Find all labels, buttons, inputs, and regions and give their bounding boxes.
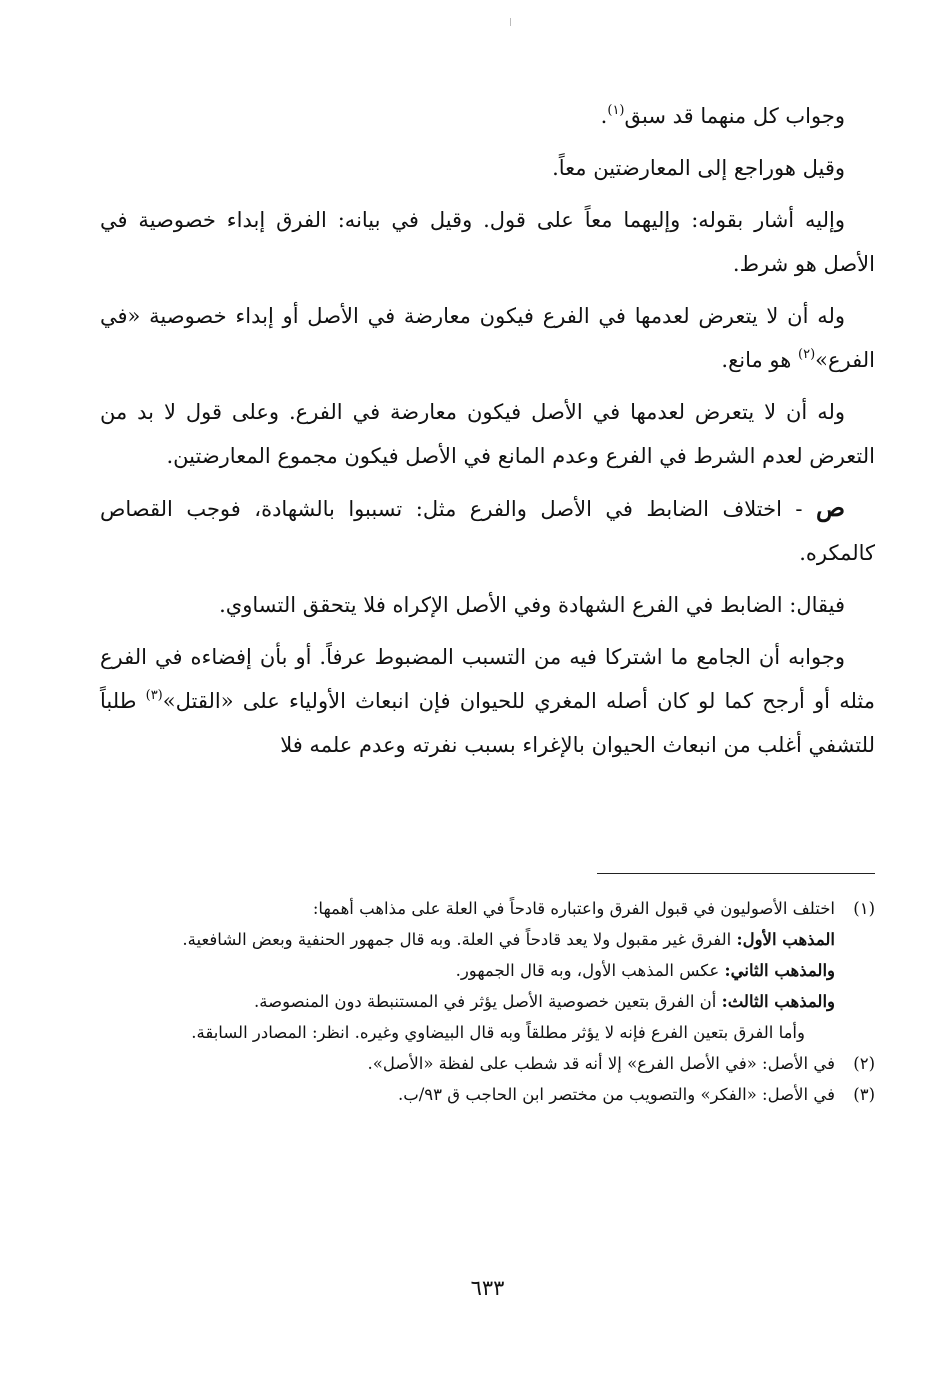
paragraph-1-end: . <box>600 104 608 128</box>
madhhab-2-label: والمذهب الثاني: <box>724 961 835 980</box>
paragraph-6 <box>100 486 875 575</box>
section-marker-sad: ص <box>815 493 845 522</box>
madhhab-3-label: والمذهب الثالث: <box>721 992 835 1011</box>
footnote-separator <box>597 873 875 874</box>
footnote-1-body <box>100 925 835 1047</box>
footnote-ref-2[interactable]: (٢) <box>798 347 816 362</box>
paragraph-8 <box>100 635 875 767</box>
footnote-3-number: (٣) <box>853 1085 875 1104</box>
paragraph-4-end: هو مانع. <box>721 348 799 372</box>
footnote-1-madhhab-2 <box>100 956 835 985</box>
paragraph-2: وقيل هوراجع إلى المعارضتين معاً. <box>552 156 845 180</box>
footnote-1-tail: وأما الفرق بتعين الفرع فإنه لا يؤثر مطلقاً وبه قال البيضاوي وغيره. انظر: المصادر السابقة. <box>191 1023 805 1042</box>
footnotes <box>100 894 875 1111</box>
madhhab-3-text: أن الفرق بتعين خصوصية الأصل يؤثر في المستنبطة دون المنصوصة. <box>254 992 722 1011</box>
paragraph-8-text: وجوابه أن الجامع ما اشتركا فيه من التسبب المضبوط عرفاً. أو بأن إفضاءه في الفرع مثله أو أرجح كما لو كان أصله المغري للحيوان فإن انبعاث الأولياء على «القتل» <box>100 645 875 713</box>
paragraph-7: فيقال: الضابط في الفرع الشهادة وفي الأصل الإكراه فلا يتحقق التساوي. <box>219 593 845 617</box>
paragraph-1-text: وجواب كل منهما قد سبق <box>624 104 845 128</box>
paragraph-4 <box>100 294 875 382</box>
footnote-1-madhhab-3 <box>100 987 835 1016</box>
page-number: ٦٣٣ <box>470 1276 505 1300</box>
paragraph-5: وله أن لا يتعرض لعدمها في الأصل فيكون معارضة في الفرع. وعلى قول لا بد من التعرض لعدم الشرط في الفرع وعدم المانع في الأصل فيكون مجموع المعارضتين. <box>100 400 875 468</box>
footnote-ref-3[interactable]: (٣) <box>145 688 163 703</box>
footnote-3-text: في الأصل: «الفكر» والتصويب من مختصر ابن الحاجب ق ٩٣/ب. <box>397 1085 835 1104</box>
footnote-ref-1[interactable]: (١) <box>607 103 625 118</box>
main-text <box>100 94 875 775</box>
footnote-2-number: (٢) <box>853 1054 875 1073</box>
paragraph-4-text: وله أن لا يتعرض لعدمها في الفرع فيكون معارضة في الأصل أو إبداء خصوصية «في الفرع» <box>100 304 875 372</box>
footnote-1 <box>100 894 875 923</box>
footnote-1-intro: اختلف الأصوليون في قبول الفرق واعتباره قادحاً في العلة على مذاهب أهمها: <box>312 899 835 918</box>
paragraph-6-text: - اختلاف الضابط في الأصل والفرع مثل: تسببوا بالشهادة، فوجب القصاص كالمكره. <box>100 497 875 565</box>
paragraph-3: وإليه أشار بقوله: وإليهما معاً على قول. وقيل في بيانه: الفرق إبداء خصوصية في الأصل هو شرط. <box>100 208 875 276</box>
footnote-2 <box>100 1049 875 1078</box>
madhhab-1-label: المذهب الأول: <box>736 930 835 949</box>
paragraph-1 <box>100 94 875 138</box>
paragraph-8-end: طلباً للتشفي أغلب من انبعاث الحيوان بالإغراء بسبب نفرته وعدم علمه فلا <box>100 689 875 757</box>
footnote-2-text: في الأصل: «في الأصل الفرع» إلا أنه قد شطب على لفظة «الأصل». <box>367 1054 835 1073</box>
footnote-1-number: (١) <box>853 899 875 918</box>
page <box>100 0 875 1381</box>
footnote-3 <box>100 1080 875 1109</box>
footnote-1-madhhab-1 <box>100 925 835 954</box>
madhhab-1-text: الفرق غير مقبول ولا يعد قادحاً في العلة. وبه قال جمهور الحنفية وبعض الشافعية. <box>182 930 737 949</box>
madhhab-2-text: عكس المذهب الأول، وبه قال الجمهور. <box>455 961 725 980</box>
